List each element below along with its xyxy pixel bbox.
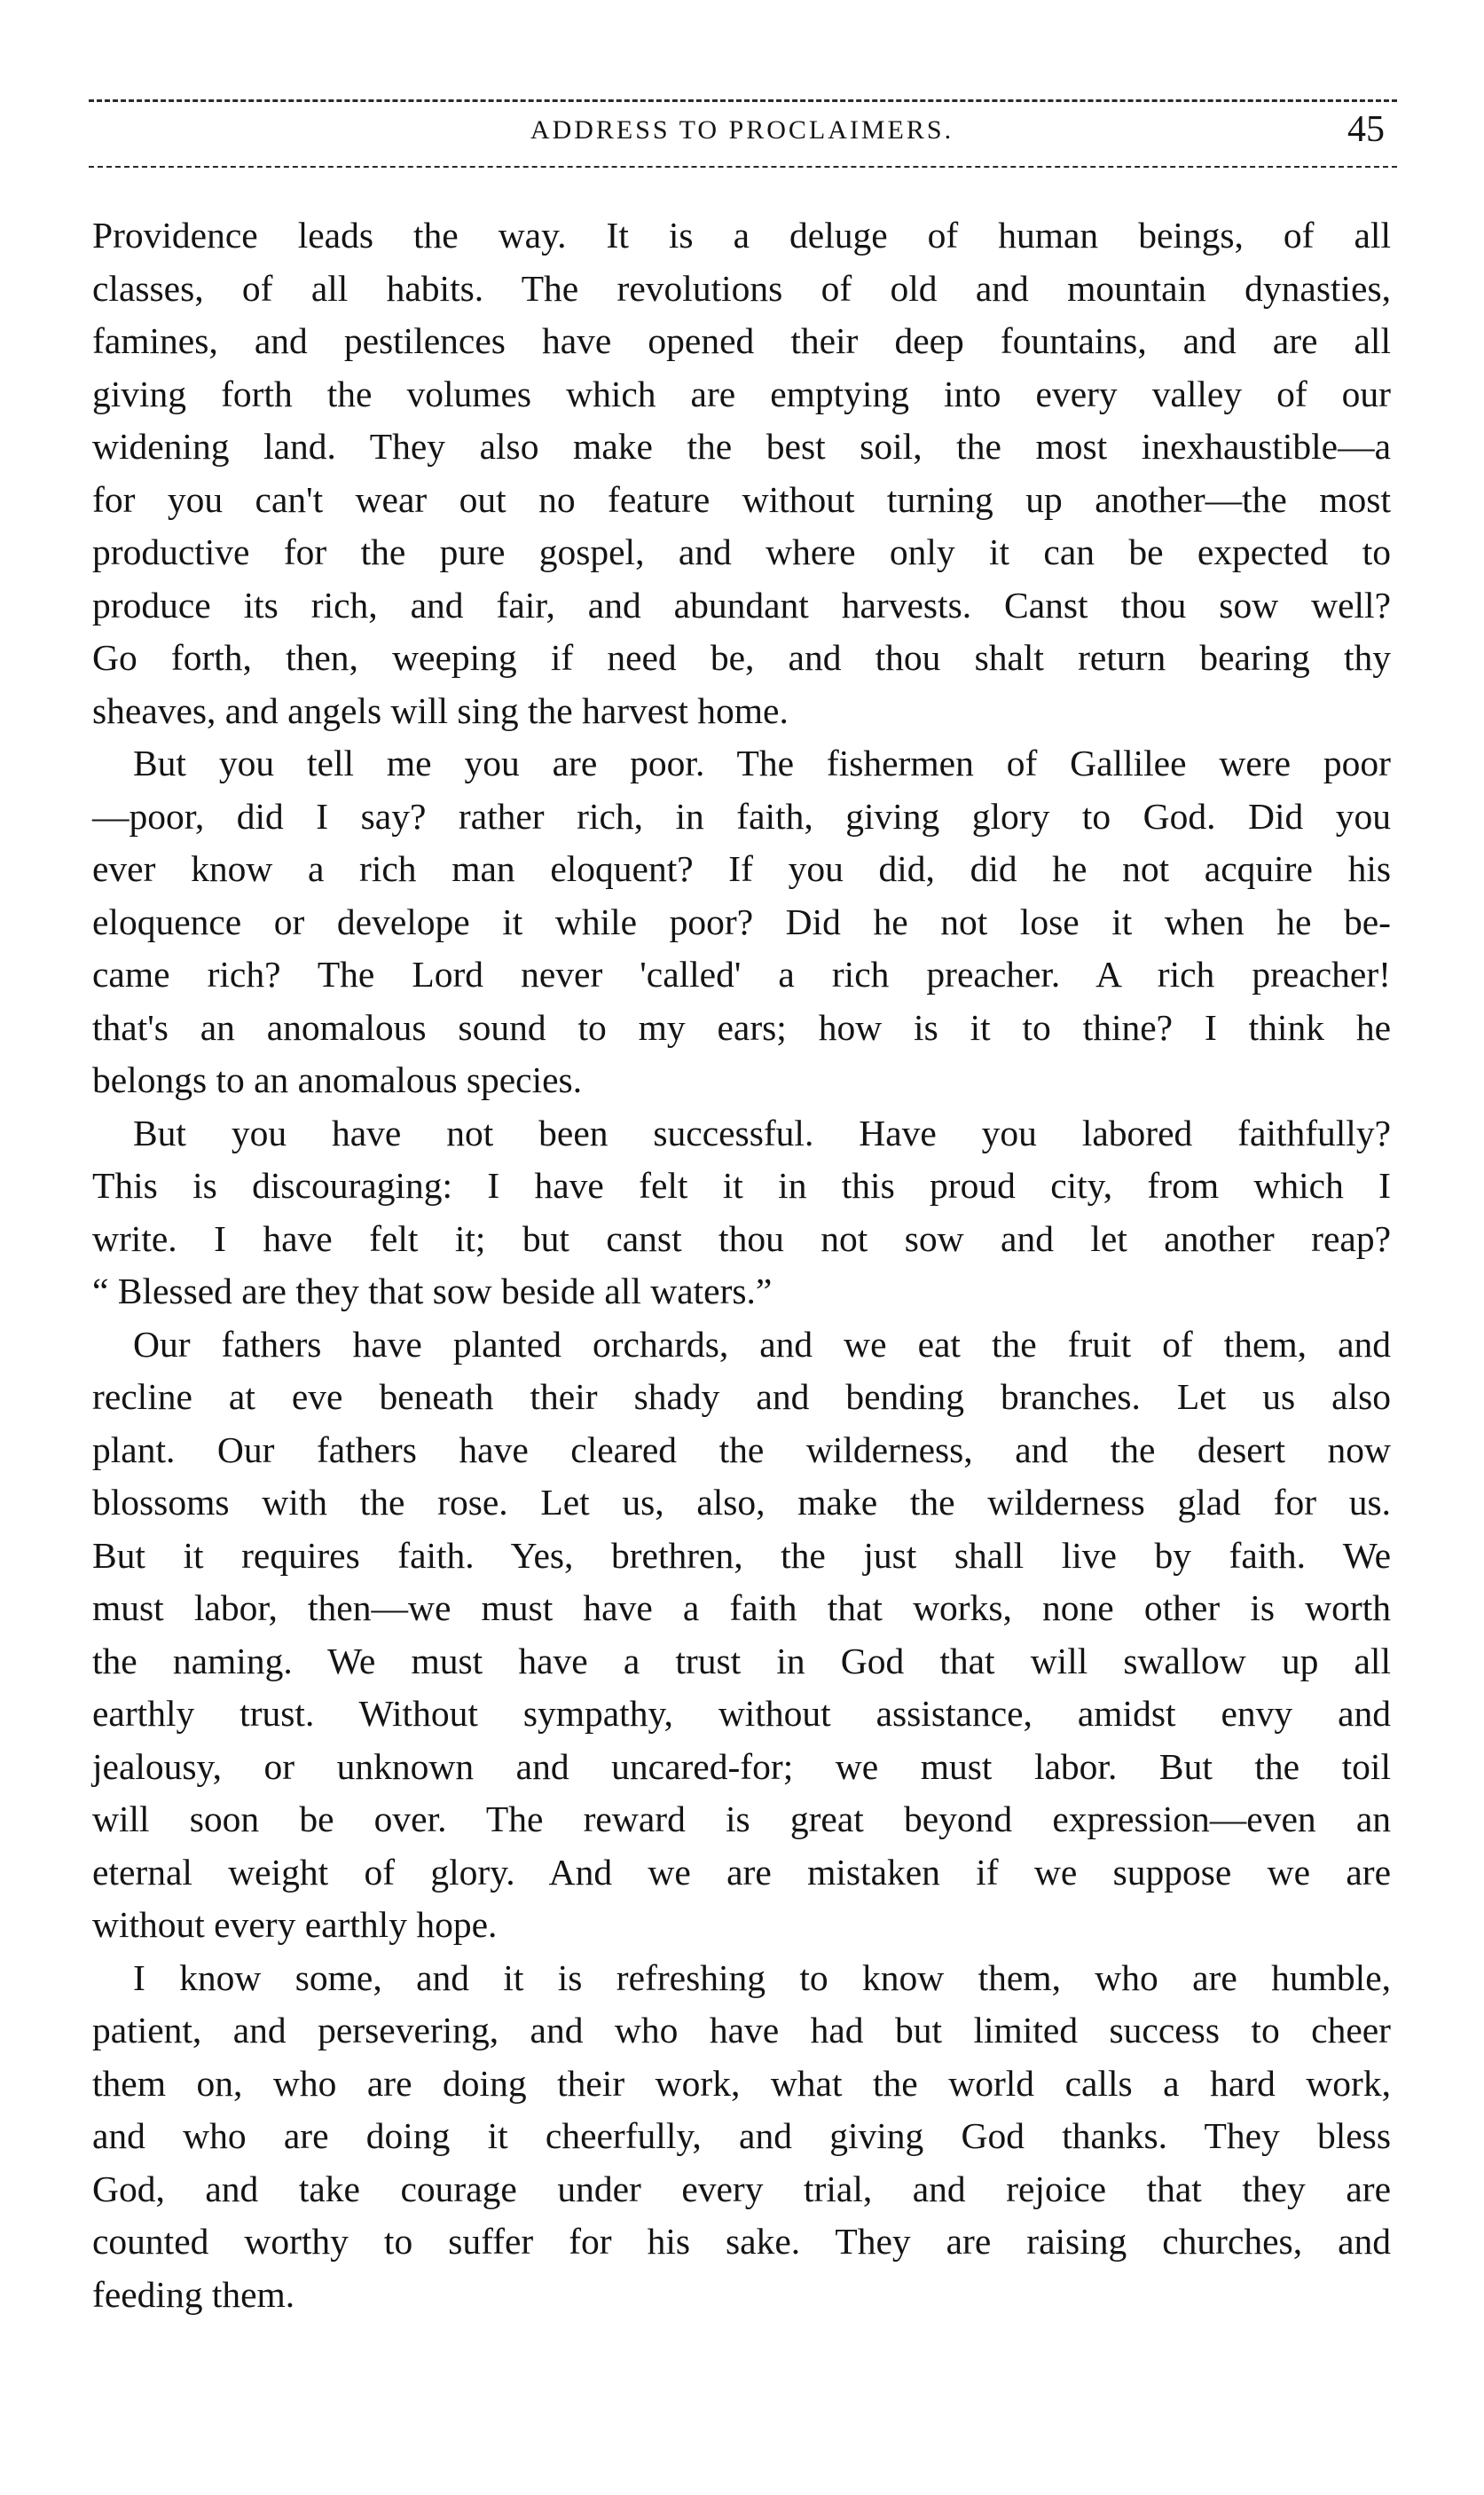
text-line: earthly trust. Without sympathy, without assistance, amidst envy and [92,1693,1391,1734]
text-line: productive for the pure gospel, and where only it can be expected to [92,531,1391,572]
text-line: recline at eve beneath their shady and bending branches. Let us also [92,1376,1391,1417]
text-line: must labor, then—we must have a faith that works, none other is worth [92,1587,1391,1628]
text-line: Our fathers have planted orchards, and we eat the fruit of them, and [133,1323,1391,1365]
text-line: I know some, and it is refreshing to know them, who are humble, [133,1956,1391,1998]
text-line: jealousy, or unknown and uncared-for; we must labor. But the toil [92,1745,1391,1787]
text-line: giving forth the volumes which are emptying into every valley of our [92,373,1391,414]
text-line: without every earthly hope. [92,1904,498,1945]
text-line: This is discouraging: I have felt it in this proud city, from which I [92,1165,1391,1206]
text-line: widening land. They also make the best soil, the most inexhaustible—a [92,426,1391,467]
text-line: eternal weight of glory. And we are mistaken if we suppose we are [92,1851,1391,1893]
text-line: But you tell me you are poor. The fishermen of Gallilee were poor [133,743,1391,783]
text-line: Go forth, then, weeping if need be, and thou shalt return bearing thy [92,637,1391,678]
text-line: plant. Our fathers have cleared the wilderness, and the desert now [92,1429,1391,1470]
paragraph [92,1107,1391,1318]
body-text [92,209,1391,2321]
text-line: came rich? The Lord never 'called' a rich preacher. A rich preacher! [92,954,1391,995]
text-line: Providence leads the way. It is a deluge of human beings, of all [92,215,1391,256]
text-line: But it requires faith. Yes, brethren, the just shall live by faith. We [92,1534,1391,1576]
text-line: “ Blessed are they that sow beside all waters.” [92,1271,773,1311]
paragraph [92,209,1391,737]
text-line: But you have not been successful. Have you labored faithfully? [133,1112,1391,1153]
text-line: them on, who are doing their work, what the world calls a hard work, [92,2062,1391,2104]
page-number: 45 [1347,109,1385,150]
text-line: God, and take courage under every trial, and rejoice that they are [92,2168,1391,2209]
header-rule-top [89,99,1397,102]
text-line: belongs to an anomalous species. [92,1059,583,1100]
header-rule-bottom [89,166,1397,168]
text-line: produce its rich, and fair, and abundant harvests. Canst thou sow well? [92,584,1391,626]
text-line: the naming. We must have a trust in God that will swallow up all [92,1640,1391,1681]
text-line: eloquence or develope it while poor? Did he not lose it when he be- [92,901,1391,942]
text-line: for you can't wear out no feature without turning up another—the most [92,478,1391,520]
text-line: classes, of all habits. The revolutions of old and mountain dynasties, [92,267,1391,309]
text-line: ever know a rich man eloquent? If you did, did he not acquire his [92,848,1391,889]
text-line: patient, and persevering, and who have had but limited success to cheer [92,2010,1391,2050]
text-line: will soon be over. The reward is great beyond expression—even an [92,1798,1391,1839]
text-line: famines, and pestilences have opened their deep fountains, and are all [92,320,1391,361]
paragraph [92,1318,1391,1952]
running-title: ADDRESS TO PROCLAIMERS. [530,115,954,145]
text-line: feeding them. [92,2273,295,2315]
text-line: write. I have felt it; but canst thou not sow and let another reap? [92,1217,1391,1259]
text-line: —poor, did I say? rather rich, in faith, giving glory to God. Did you [92,795,1391,837]
paragraph [92,737,1391,1107]
text-line: and who are doing it cheerfully, and giving God thanks. They bless [92,2115,1391,2156]
text-line: sheaves, and angels will sing the harvest home. [92,689,789,731]
text-line: that's an anomalous sound to my ears; how is it to thine? I think he [92,1006,1391,1048]
text-line: blossoms with the rose. Let us, also, make the wilderness glad for us. [92,1482,1391,1523]
paragraph [92,1952,1391,2322]
text-line: counted worthy to suffer for his sake. They are raising churches, and [92,2221,1391,2262]
